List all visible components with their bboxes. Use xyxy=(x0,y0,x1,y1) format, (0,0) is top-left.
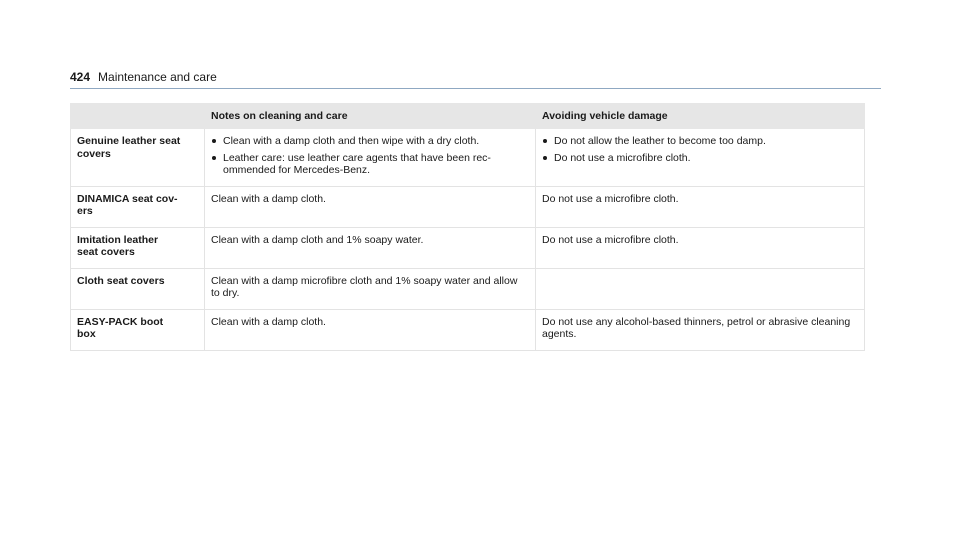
material-cell xyxy=(71,129,205,187)
material-cell xyxy=(71,186,205,227)
page-number: 424 xyxy=(70,70,91,84)
damage-list xyxy=(542,135,858,164)
damage-text: Do not use any alcohol-based thinners, petrol or abrasive cleaning agents. xyxy=(542,315,851,340)
table-row xyxy=(71,186,865,227)
notes-cell xyxy=(205,309,536,350)
notes-cell xyxy=(205,268,536,309)
material-cell xyxy=(71,309,205,350)
list-item-text: Do not use a microfibre cloth. xyxy=(554,151,691,164)
damage-cell xyxy=(536,227,865,268)
damage-cell xyxy=(536,268,865,309)
table-header-row xyxy=(71,104,865,129)
bullet-icon xyxy=(543,139,547,143)
list-item-text: Do not allow the leather to become too damp. xyxy=(554,135,766,147)
bullet-icon xyxy=(543,156,547,160)
notes-cell xyxy=(205,186,536,227)
column-header-material xyxy=(71,104,205,129)
damage-text: Do not use a microfibre cloth. xyxy=(542,233,679,246)
material-cell xyxy=(71,268,205,309)
material-label: DINAMICA seat cov-ers xyxy=(77,192,178,217)
notes-cell xyxy=(205,129,536,187)
material-label: Imitation leather seat covers xyxy=(77,233,159,258)
damage-cell xyxy=(536,186,865,227)
column-header-notes: Notes on cleaning and care xyxy=(205,104,536,129)
notes-text: Clean with a damp cloth and 1% soapy water. xyxy=(211,233,424,246)
list-item xyxy=(211,135,529,148)
notes-text: Clean with a damp cloth. xyxy=(211,192,326,205)
list-item xyxy=(211,152,529,177)
material-label: Cloth seat covers xyxy=(77,274,165,287)
table-row xyxy=(71,268,865,309)
bullet-icon xyxy=(212,156,216,160)
table-row xyxy=(71,227,865,268)
section-title: Maintenance and care xyxy=(98,70,217,84)
material-label: Genuine leather seat covers xyxy=(77,135,181,160)
table-row xyxy=(71,129,865,187)
list-item-text: Clean with a damp cloth and then wipe with a dry cloth. xyxy=(223,135,480,147)
column-header-damage: Avoiding vehicle damage xyxy=(536,104,865,129)
header-divider xyxy=(70,88,881,89)
material-cell xyxy=(71,227,205,268)
list-item xyxy=(542,135,858,148)
notes-text: Clean with a damp microfibre cloth and 1% soapy water and allow to dry. xyxy=(211,274,518,299)
notes-cell xyxy=(205,227,536,268)
bullet-icon xyxy=(212,139,216,143)
list-item xyxy=(542,152,858,165)
damage-cell xyxy=(536,309,865,350)
cleaning-care-table xyxy=(70,103,865,351)
page-header xyxy=(70,69,881,85)
list-item-text: Leather care: use leather care agents that have been rec-ommended for Mercedes-Benz. xyxy=(223,151,491,176)
notes-text: Clean with a damp cloth. xyxy=(211,315,326,328)
table-row xyxy=(71,309,865,350)
damage-text: Do not use a microfibre cloth. xyxy=(542,192,679,205)
notes-list xyxy=(211,135,529,177)
damage-cell xyxy=(536,129,865,187)
material-label: EASY-PACK boot box xyxy=(77,315,164,340)
